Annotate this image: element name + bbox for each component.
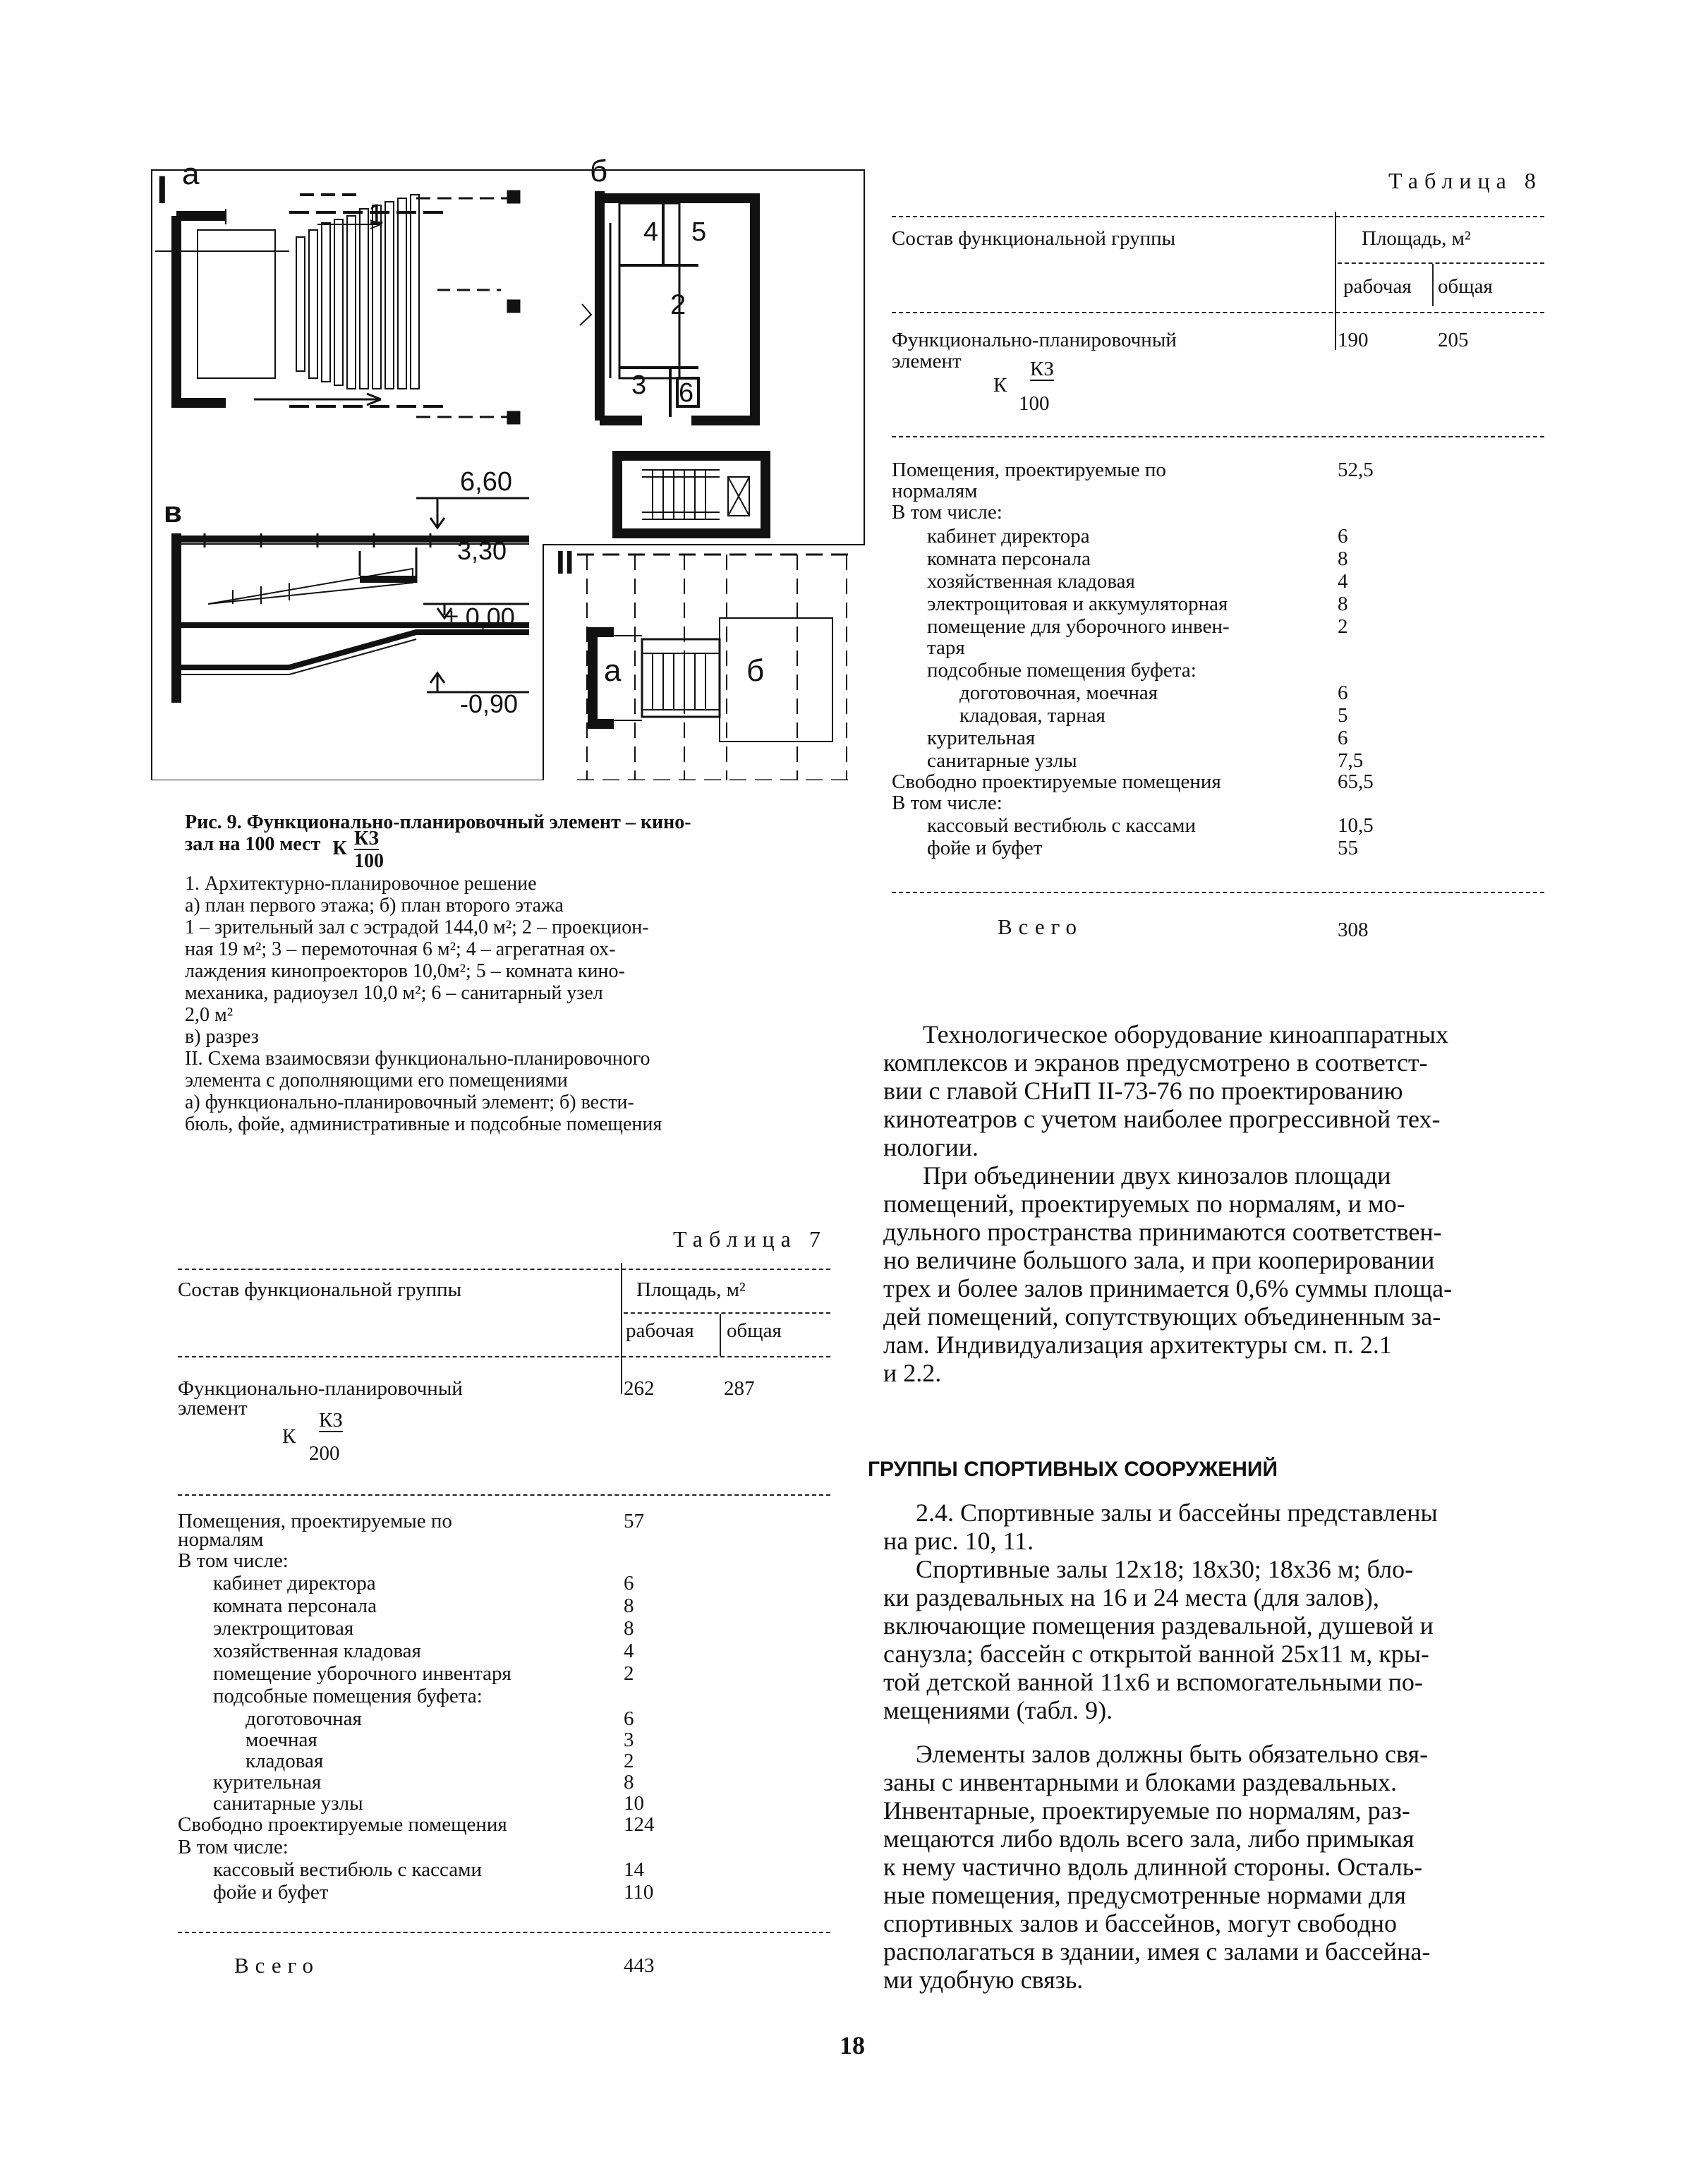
text-line: трех и более залов принимается 0,6% суммы площа- (883, 1274, 1453, 1302)
table7-row-value: 8 (624, 1771, 634, 1793)
caption-line: ная 19 м²; 3 – перемоточная 6 м²; 4 – агрегатная ох- (185, 938, 616, 960)
text-line: ми удобную связь. (883, 1966, 1084, 1994)
text-line: располагаться в здании, имея с залами и бассейна- (883, 1937, 1431, 1966)
caption-line: а) план первого этажа; б) план второго этажа (185, 895, 564, 916)
table8-total-value: 308 (1338, 919, 1369, 941)
table8-col-total: общая (1438, 275, 1493, 298)
table8-element-k: К (993, 374, 1007, 397)
text-line: включающие помещения раздевальной, душевой и (883, 1611, 1434, 1640)
caption-line: а) функционально-планировочный элемент; б) вести- (185, 1091, 634, 1113)
table8-row-value: 8 (1338, 547, 1348, 570)
fig-label-1: 1 (368, 199, 384, 230)
caption-line: в) разрез (185, 1026, 259, 1048)
table7-row-value: 4 (624, 1640, 634, 1662)
caption-line: лаждения кинопроекторов 10,0м²; 5 – комната кино- (185, 960, 625, 982)
table7-col-work: рабочая (626, 1319, 694, 1342)
caption-line: 1. Архитектурно-планировочное решение (185, 873, 537, 895)
table8-row-label: курительная (927, 727, 1036, 749)
table8-row-value: 10,5 (1338, 814, 1374, 837)
fig-label-a-mid: а (604, 653, 622, 688)
fig-room-5: 5 (691, 217, 707, 247)
table8-row-label: санитарные узлы (927, 749, 1077, 772)
table7-row-label: кладовая (246, 1750, 324, 1772)
table-7 (178, 1228, 834, 1990)
table7-row-label: санитарные узлы (213, 1792, 363, 1815)
caption-title-1: Рис. 9. Функционально-планировочный элемент – кино- (185, 811, 691, 833)
fig-level-000: ± 0,00 (444, 603, 515, 631)
caption-line: 2,0 м² (185, 1004, 234, 1026)
table8-row-value: 7,5 (1338, 749, 1364, 772)
table8-row-value: 55 (1338, 837, 1358, 859)
table7-row-label: моечная (246, 1729, 317, 1751)
table7-row-label: доготовочная (246, 1707, 362, 1730)
table7-row-label: Свободно проектируемые помещения (178, 1813, 507, 1836)
table7-row-label: Помещения, проектируемые по (178, 1510, 452, 1532)
table8-row-label: Свободно проектируемые помещения (892, 770, 1221, 793)
table8-row-label: кладовая, тарная (959, 704, 1106, 727)
table8-row-label: электрощитовая и аккумуляторная (927, 593, 1228, 615)
table8-element-num: КЗ (1030, 358, 1054, 380)
table8-row-value: 52,5 (1338, 459, 1374, 481)
table7-element-den: 200 (309, 1442, 340, 1465)
fig-room-4: 4 (643, 217, 659, 247)
table7-row-label: помещение уборочного инвентаря (213, 1662, 511, 1685)
table7-row-value: 3 (624, 1729, 634, 1751)
text-line: мещениями (табл. 9). (883, 1696, 1113, 1724)
text-line: При объединении двух кинозалов площади (923, 1161, 1391, 1190)
caption-line: II. Схема взаимосвязи функционально-планировочного (185, 1048, 650, 1070)
table8-row-label: В том числе: (892, 792, 1003, 814)
fig-label-a-top: а (182, 157, 200, 191)
text-line: ки раздевальных на 16 и 24 места (для залов), (883, 1583, 1379, 1611)
table7-total-label: Всего (234, 1953, 320, 1978)
section-heading: ГРУППЫ СПОРТИВНЫХ СООРУЖЕНИЙ (868, 1458, 1278, 1481)
table8-element-den: 100 (1019, 392, 1050, 415)
table8-row-label: В том числе: (892, 501, 1003, 524)
table7-row-label: В том числе: (178, 1549, 289, 1572)
text-line: Спортивные залы 12х18; 18х30; 18х36 м; бло- (916, 1555, 1414, 1583)
fig-label-II: II (556, 544, 574, 581)
table7-row-label: комната персонала (213, 1595, 377, 1617)
table7-col-total: общая (727, 1319, 782, 1342)
table8-row-value: 5 (1338, 704, 1348, 727)
table7-row-label: В том числе: (178, 1836, 289, 1858)
table7-row-value: 8 (624, 1617, 634, 1640)
table7-row-value: 2 (624, 1750, 634, 1772)
text-line: той детской ванной 11х6 и вспомогательными по- (883, 1668, 1423, 1696)
text-block-1 (883, 1020, 1532, 1387)
text-line: Элементы залов должны быть обязательно свя- (916, 1740, 1429, 1768)
text-line: Технологическое оборудование киноаппаратных (923, 1020, 1449, 1048)
table7-row-value: 10 (624, 1792, 644, 1815)
table8-row-label: помещение для уборочного инвен- (927, 615, 1230, 638)
text-line: кинотеатров с учетом наиболее прогрессивной тех- (883, 1105, 1441, 1133)
text-line: 2.4. Спортивные залы и бассейны представлены (916, 1499, 1438, 1527)
text-line: лам. Индивидуализация архитектуры см. п. 2.1 (883, 1331, 1392, 1359)
table7-row-label: подсобные помещения буфета: (213, 1685, 483, 1707)
fig-label-b-mid: б (746, 653, 765, 688)
table7-row-label: хозяйственная кладовая (213, 1640, 421, 1662)
table7-element-total: 287 (724, 1377, 755, 1400)
table7-element-k: К (282, 1425, 296, 1448)
table7-element-2: элемент (178, 1397, 248, 1420)
caption-line: механика, радиоузел 10,0 м²; 6 – санитарный узел (185, 982, 603, 1004)
table8-row-value: 8 (1338, 593, 1348, 615)
table8-element-total: 205 (1438, 329, 1469, 351)
figure-caption (185, 811, 806, 1135)
table7-row-label: кабинет директора (213, 1572, 376, 1595)
table8-row-label: кассовый вестибюль с кассами (927, 814, 1197, 837)
table8-row-label: комната персонала (927, 547, 1091, 570)
table8-title: Таблица 8 (1388, 168, 1542, 193)
fig-level-660: 6,60 (460, 467, 512, 497)
table8-col-group: Состав функциональной группы (892, 227, 1176, 250)
fig-label-b-top: б (590, 154, 608, 188)
table-8 (892, 169, 1548, 952)
table7-row-label: кассовый вестибюль с кассами (213, 1858, 483, 1881)
text-line: на рис. 10, 11. (883, 1527, 1034, 1555)
caption-line: бюль, фойе, административные и подсобные помещения (185, 1113, 662, 1135)
text-line: мещаются либо вдоль всего зала, либо примыкая (883, 1825, 1415, 1853)
fig-room-6: 6 (679, 378, 694, 408)
caption-line: 1 – зрительный зал с эстрадой 144,0 м²; 2 – проекцион- (185, 916, 649, 938)
table8-row-label: таря (927, 636, 965, 659)
table7-row-value: 6 (624, 1707, 634, 1730)
text-line: но величине большого зала, и при кооперировании (883, 1246, 1435, 1274)
caption-title-2: зал на 100 мест (185, 833, 321, 855)
table8-row-label: нормалям (892, 480, 978, 502)
table8-row-value: 6 (1338, 682, 1348, 704)
caption-line: элемента с дополняющими его помещениями (185, 1070, 568, 1091)
text-line: дульного пространства принимаются соответствен- (883, 1218, 1442, 1246)
table8-row-label: кабинет директора (927, 525, 1090, 547)
fig-label-I: I (157, 167, 168, 212)
caption-title-2-row (185, 828, 806, 872)
table8-row-value: 4 (1338, 570, 1348, 593)
table8-element-work: 190 (1338, 329, 1369, 351)
fig-room-3: 3 (631, 370, 647, 400)
table8-row-label: фойе и буфет (927, 837, 1043, 859)
table7-row-label: электрощитовая (213, 1617, 354, 1640)
text-line: спортивных залов и бассейнов, могут свободно (883, 1909, 1398, 1937)
table8-total-label: Всего (998, 914, 1084, 939)
table8-row-value: 65,5 (1338, 770, 1374, 793)
text-block-2 (883, 1499, 1532, 1994)
table7-col-area: Площадь, м² (636, 1278, 746, 1301)
table8-row-label: подсобные помещения буфета: (927, 659, 1197, 682)
table8-element-1: Функционально-планировочный (892, 329, 1177, 351)
text-line: заны с инвентарными и блоками раздевальных. (883, 1768, 1397, 1796)
table7-row-label: курительная (213, 1771, 322, 1793)
caption-frac-k: К (332, 837, 347, 859)
fig-room-2: 2 (670, 289, 686, 320)
fig-label-v: в (164, 495, 182, 528)
table7-row-value: 14 (624, 1858, 644, 1881)
table7-total-value: 443 (624, 1954, 655, 1977)
text-line: и 2.2. (883, 1359, 942, 1387)
text-line: нологии. (883, 1133, 979, 1161)
fig-level-330: 3,30 (457, 536, 507, 565)
table7-col-group: Состав функциональной группы (178, 1278, 462, 1301)
table7-row-value: 110 (624, 1881, 654, 1904)
table7-row-value: 2 (624, 1662, 634, 1685)
text-line: ные помещения, предусмотренные нормами для (883, 1881, 1406, 1909)
text-line: дей помещений, сопутствующих объединенным за- (883, 1302, 1441, 1331)
page-number: 18 (840, 2031, 865, 2059)
text-line: Инвентарные, проектируемые по нормалям, раз- (883, 1796, 1410, 1825)
text-line: помещений, проектируемых по нормалям, и мо- (883, 1190, 1405, 1218)
caption-frac-num: КЗ (354, 828, 380, 849)
table7-row-value: 6 (624, 1572, 634, 1595)
table7-row-value: 124 (624, 1813, 655, 1836)
table8-element-2: элемент (892, 350, 962, 373)
text-line: санузла; бассейн с открытой ванной 25х11 м, кры- (883, 1640, 1429, 1668)
table7-row-label: нормалям (178, 1528, 264, 1551)
table8-row-value: 6 (1338, 525, 1348, 547)
table7-title: Таблица 7 (673, 1226, 827, 1252)
table7-row-value: 57 (624, 1510, 644, 1532)
text-line: вии с главой СНиП II-73-76 по проектированию (883, 1077, 1403, 1105)
text-line: к нему частично вдоль длинной стороны. Осталь- (883, 1853, 1423, 1881)
table7-element-1: Функционально-планировочный (178, 1377, 463, 1400)
table8-row-label: хозяйственная кладовая (927, 570, 1135, 593)
caption-frac-den: 100 (354, 850, 384, 872)
text-line: комплексов и экранов предусмотрено в соответст- (883, 1048, 1428, 1077)
table8-col-work: рабочая (1343, 275, 1412, 298)
table7-element-num: КЗ (319, 1409, 343, 1432)
table8-row-value: 6 (1338, 727, 1348, 749)
table8-row-label: доготовочная, моечная (959, 682, 1158, 704)
table8-row-label: Помещения, проектируемые по (892, 459, 1166, 481)
table7-row-value: 8 (624, 1595, 634, 1617)
table8-row-value: 2 (1338, 615, 1348, 638)
table7-row-label: фойе и буфет (213, 1881, 329, 1904)
fig-level-090: -0,90 (460, 689, 519, 718)
table8-col-area: Площадь, м² (1362, 227, 1471, 250)
table7-element-work: 262 (624, 1377, 655, 1400)
